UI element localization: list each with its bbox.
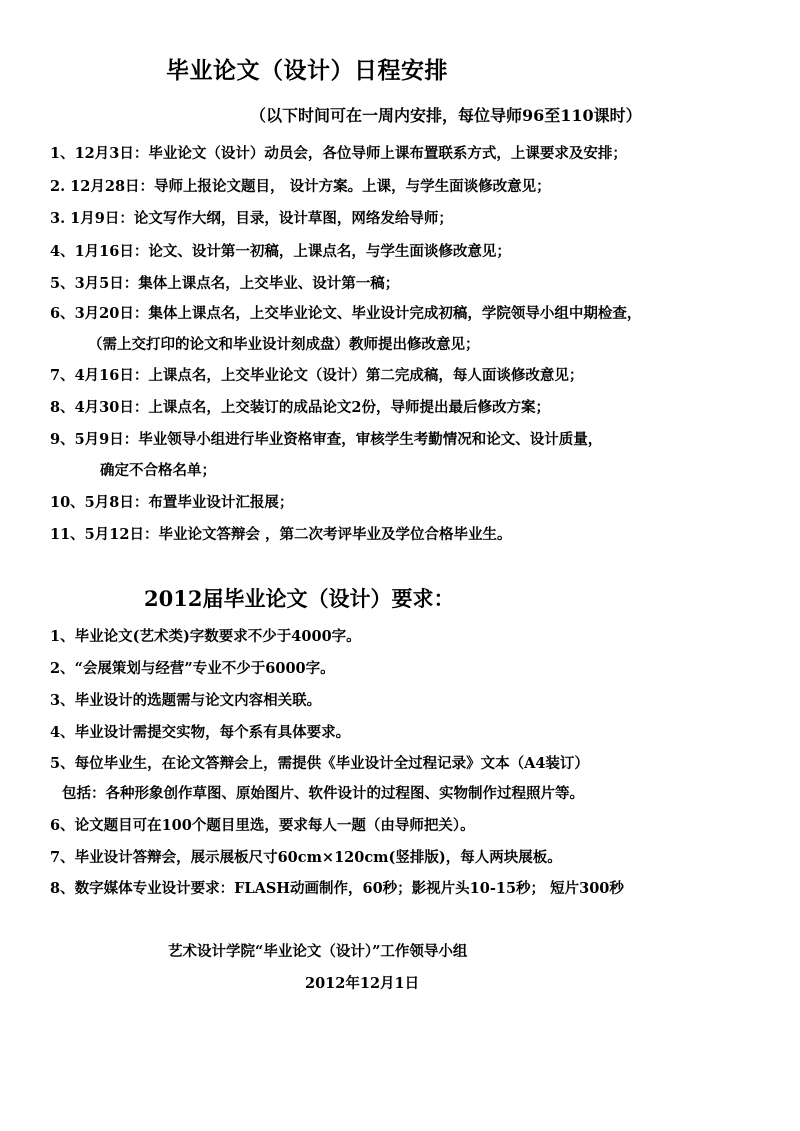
requirements-title: 2012届毕业论文（设计）要求：: [144, 586, 455, 611]
schedule-item: 5、3月5日：集体上课点名，上交毕业、设计第一稿；: [50, 275, 400, 292]
requirement-item: 2、“会展策划与经营”专业不少于6000字。: [50, 660, 335, 677]
requirement-item: 7、毕业设计答辩会，展示展板尺寸60cm×120cm(竖排版)，每人两块展板。: [50, 849, 562, 866]
schedule-item: 9、5月9日：毕业领导小组进行毕业资格审查，审核学生考勤情况和论文、设计质量，: [50, 431, 603, 448]
schedule-item: 2. 12月28日：导师上报论文题目， 设计方案。上课，与学生面谈修改意见；: [50, 178, 551, 195]
schedule-item: 11、5月12日：毕业论文答辩会 ，第二次考评毕业及学位合格毕业生。: [50, 526, 512, 543]
schedule-item: 1、12月3日：毕业论文（设计）动员会，各位导师上课布置联系方式，上课要求及安排；: [50, 145, 627, 162]
requirement-item: 1、毕业论文(艺术类)字数要求不少于4000字。: [50, 628, 361, 645]
requirement-item: 4、毕业设计需提交实物，每个系有具体要求。: [50, 724, 351, 741]
schedule-title: 毕业论文（设计）日程安排: [166, 57, 448, 84]
schedule-item: 4、1月16日：论文、设计第一初稿，上课点名，与学生面谈修改意见；: [50, 243, 511, 260]
footer-date: 2012年12月1日: [305, 975, 420, 992]
schedule-item-continuation: （需上交打印的论文和毕业设计刻成盘）教师提出修改意见；: [88, 336, 480, 353]
requirement-item: 6、论文题目可在100个题目里选，要求每人一题（由导师把关）。: [50, 817, 475, 834]
schedule-item: 7、4月16日：上课点名，上交毕业论文（设计）第二完成稿，每人面谈修改意见；: [50, 367, 584, 384]
schedule-item: 6、3月20日：集体上课点名，上交毕业论文、毕业设计完成初稿，学院领导小组中期检查，: [50, 305, 642, 322]
requirement-item: 5、每位毕业生，在论文答辩会上，需提供《毕业设计全过程记录》文本（A4装订）: [50, 755, 589, 772]
footer-organization: 艺术设计学院“毕业论文（设计）”工作领导小组: [168, 943, 468, 960]
schedule-item: 8、4月30日：上课点名，上交装订的成品论文2份，导师提出最后修改方案；: [50, 399, 550, 416]
requirement-item: 3、毕业设计的选题需与论文内容相关联。: [50, 692, 322, 709]
schedule-item: 10、5月8日：布置毕业设计汇报展；: [50, 494, 294, 511]
requirement-item: 8、数字媒体专业设计要求：FLASH动画制作，60秒；影视片头10-15秒； 短片300秒: [50, 880, 624, 897]
schedule-item-continuation: 确定不合格名单；: [100, 462, 216, 479]
schedule-item: 3. 1月9日：论文写作大纲，目录，设计草图，网络发给导师；: [50, 210, 453, 227]
schedule-subtitle: （以下时间可在一周内安排，每位导师96至110课时）: [250, 106, 642, 125]
requirement-item-continuation: 包括：各种形象创作草图、原始图片、软件设计的过程图、实物制作过程照片等。: [62, 785, 584, 802]
